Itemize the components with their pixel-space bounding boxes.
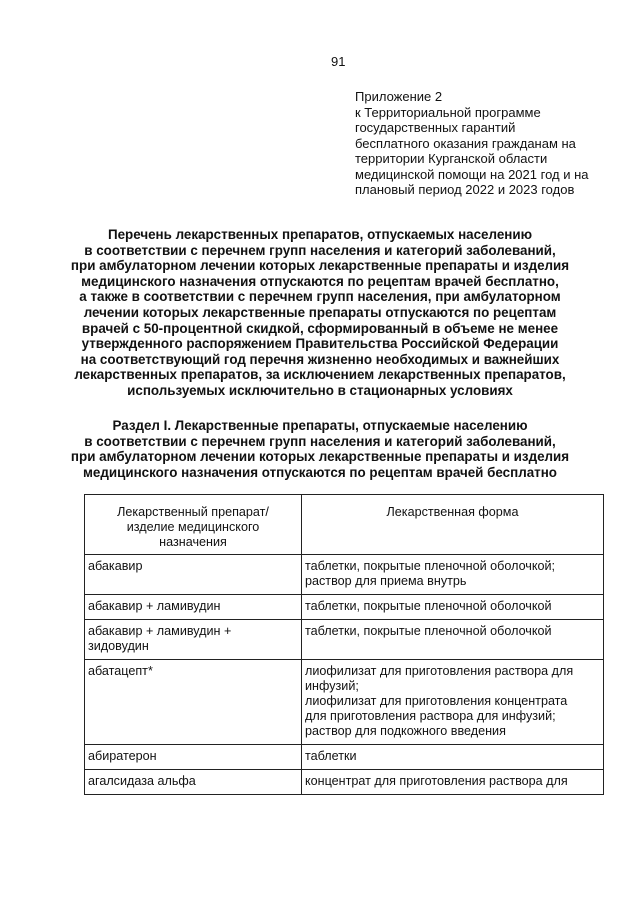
header-drug <box>85 495 302 555</box>
page-number: 91 <box>331 54 346 69</box>
title-line: на соответствующий год перечня жизненно необходимых и важнейших <box>80 351 560 367</box>
section-heading <box>60 418 580 480</box>
table-row <box>85 555 604 595</box>
table-row <box>85 660 604 745</box>
header-form <box>302 495 604 555</box>
table-row <box>85 770 604 795</box>
title-line: а также в соответствии с перечнем групп населения, при амбулаторном <box>79 289 561 305</box>
table-header-row <box>85 495 604 555</box>
appendix-line: бесплатного оказания гражданам на <box>355 135 576 151</box>
appendix-line: территории Курганской области <box>355 151 548 166</box>
drug-cell <box>85 770 302 795</box>
form-text: концентрат для приготовления раствора для <box>305 774 568 788</box>
header-text: назначения <box>159 535 227 549</box>
drug-cell <box>85 660 302 745</box>
drug-name: абакавир + ламивудин + <box>88 624 232 638</box>
drug-cell <box>85 620 302 660</box>
drug-name: абиратерон <box>88 749 157 763</box>
appendix-line: государственных гарантий <box>355 120 516 135</box>
form-text: раствор для приема внутрь <box>305 574 467 588</box>
section-line: при амбулаторном лечении которых лекарственные препараты и изделия <box>70 449 570 465</box>
appendix-line: Приложение 2 <box>355 89 443 104</box>
drug-name: агалсидаза альфа <box>88 774 196 788</box>
drug-name: абакавир <box>88 559 143 573</box>
form-text: таблетки, покрытые пленочной оболочкой <box>305 624 552 638</box>
form-cell <box>302 660 604 745</box>
table-row <box>85 745 604 770</box>
appendix-line: к Территориальной программе <box>355 104 541 120</box>
form-cell <box>302 595 604 620</box>
section-line: в соответствии с перечнем групп населения и категорий заболеваний, <box>84 433 556 449</box>
header-text: Лекарственная форма <box>386 505 519 519</box>
header-text: изделие медицинского <box>126 520 260 534</box>
drug-name: абатацепт* <box>88 664 153 678</box>
section-line: медицинского назначения отпускаются по рецептам врачей бесплатно <box>83 464 557 480</box>
appendix-line: плановый период 2022 и 2023 годов <box>355 182 575 197</box>
title-line: врачей с 50-процентной скидкой, сформированный в объеме не менее <box>81 320 559 336</box>
title-line: Перечень лекарственных препаратов, отпускаемых населению <box>107 227 533 242</box>
document-title <box>60 227 580 399</box>
title-line: лечении которых лекарственные препараты отпускаются по рецептам <box>83 304 557 320</box>
form-text: таблетки <box>305 749 357 763</box>
header-text: Лекарственный препарат/ <box>117 505 269 519</box>
title-line: лекарственных препаратов, за исключением лекарственных препаратов, <box>74 367 566 383</box>
form-text: таблетки, покрытые пленочной оболочкой; <box>305 559 556 573</box>
form-text: раствор для подкожного введения <box>305 724 506 738</box>
title-line: медицинского назначения отпускаются по рецептам врачей бесплатно, <box>81 273 559 289</box>
drug-name: абакавир + ламивудин <box>88 599 221 613</box>
section-line: Раздел I. Лекарственные препараты, отпускаемые населению <box>112 418 528 433</box>
appendix-caption <box>355 89 605 198</box>
form-cell <box>302 770 604 795</box>
drug-cell <box>85 745 302 770</box>
form-text: лиофилизат для приготовления концентрата <box>305 694 568 708</box>
title-line: в соответствии с перечнем групп населения и категорий заболеваний, <box>84 242 556 258</box>
form-cell <box>302 555 604 595</box>
drugs-table <box>84 494 604 795</box>
form-text: таблетки, покрытые пленочной оболочкой <box>305 599 552 613</box>
form-text: лиофилизат для приготовления раствора для <box>305 664 574 678</box>
title-line: при амбулаторном лечении которых лекарственные препараты и изделия <box>70 258 570 274</box>
table-row <box>85 595 604 620</box>
title-line: утвержденного распоряжением Правительства Российской Федерации <box>81 336 559 352</box>
title-line: используемых исключительно в стационарных условиях <box>127 382 513 398</box>
table-row <box>85 620 604 660</box>
form-text: инфузий; <box>305 679 359 693</box>
drug-cell <box>85 555 302 595</box>
appendix-line: медицинской помощи на 2021 год и на <box>355 166 589 182</box>
form-cell <box>302 745 604 770</box>
drug-cell <box>85 595 302 620</box>
form-text: для приготовления раствора для инфузий; <box>305 709 556 723</box>
drug-name: зидовудин <box>88 639 149 653</box>
form-cell <box>302 620 604 660</box>
